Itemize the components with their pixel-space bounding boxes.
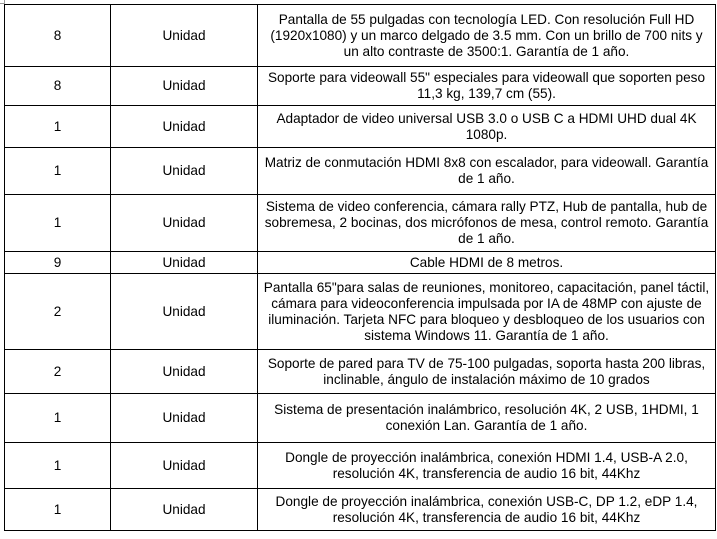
unit-cell[interactable]: Unidad — [111, 443, 258, 489]
description-cell[interactable]: Soporte de pared para TV de 75-100 pulgadas, soporta hasta 200 libras, inclinable, ángulo de instalación máximo de 10 grados — [258, 350, 716, 394]
qty-cell[interactable]: 1 — [5, 443, 111, 489]
table-row — [5, 443, 716, 489]
unit-cell[interactable]: Unidad — [111, 5, 258, 67]
unit-cell[interactable]: Unidad — [111, 67, 258, 106]
spreadsheet — [4, 4, 715, 531]
qty-cell[interactable]: 9 — [5, 252, 111, 274]
unit-cell[interactable]: Unidad — [111, 106, 258, 148]
table-row — [5, 350, 716, 394]
qty-cell[interactable]: 1 — [5, 148, 111, 195]
description-cell[interactable]: Matriz de conmutación HDMI 8x8 con escalador, para videowall. Garantía de 1 año. — [258, 148, 716, 195]
table-row — [5, 5, 716, 67]
table-row — [5, 67, 716, 106]
table-row — [5, 148, 716, 195]
table-row — [5, 489, 716, 531]
unit-cell[interactable]: Unidad — [111, 148, 258, 195]
qty-cell[interactable]: 1 — [5, 195, 111, 252]
table-row — [5, 394, 716, 443]
qty-cell[interactable]: 2 — [5, 274, 111, 350]
description-cell[interactable]: Sistema de video conferencia, cámara rally PTZ, Hub de pantalla, hub de sobremesa, 2 bocinas, dos micrófonos de mesa, control remoto. Garantía de 1 año. — [258, 195, 716, 252]
description-cell[interactable]: Pantalla 65"para salas de reuniones, monitoreo, capacitación, panel táctil, cámara para videoconferencia impulsada por IA de 48MP con ajuste de iluminación. Tarjeta NFC para bloqueo y desbloqueo de los usuarios con sistema Windows 11. Garantía de 1 año. — [258, 274, 716, 350]
table-row — [5, 195, 716, 252]
description-cell[interactable]: Cable HDMI de 8 metros. — [258, 252, 716, 274]
unit-cell[interactable]: Unidad — [111, 489, 258, 531]
qty-cell[interactable]: 8 — [5, 67, 111, 106]
unit-cell[interactable]: Unidad — [111, 274, 258, 350]
qty-cell[interactable]: 1 — [5, 106, 111, 148]
table-row — [5, 106, 716, 148]
qty-cell[interactable]: 2 — [5, 350, 111, 394]
description-cell[interactable]: Dongle de proyección inalámbrica, conexión HDMI 1.4, USB-A 2.0, resolución 4K, transferencia de audio 16 bit, 44Khz — [258, 443, 716, 489]
description-cell[interactable]: Dongle de proyección inalámbrica, conexión USB-C, DP 1.2, eDP 1.4, resolución 4K, transferencia de audio 16 bit, 44Khz — [258, 489, 716, 531]
qty-cell[interactable]: 1 — [5, 394, 111, 443]
qty-cell[interactable]: 8 — [5, 5, 111, 67]
description-cell[interactable]: Pantalla de 55 pulgadas con tecnología LED. Con resolución Full HD (1920x1080) y un marco delgado de 3.5 mm. Con un brillo de 700 nits y un alto contraste de 3500:1. Garantía de 1 año. — [258, 5, 716, 67]
qty-cell[interactable]: 1 — [5, 489, 111, 531]
unit-cell[interactable]: Unidad — [111, 394, 258, 443]
description-cell[interactable]: Soporte para videowall 55" especiales para videowall que soporten peso 11,3 kg, 139,7 cm (55). — [258, 67, 716, 106]
table-row — [5, 252, 716, 274]
items-table — [4, 4, 716, 531]
description-cell[interactable]: Sistema de presentación inalámbrico, resolución 4K, 2 USB, 1HDMI, 1 conexión Lan. Garantía de 1 año. — [258, 394, 716, 443]
description-cell[interactable]: Adaptador de video universal USB 3.0 o USB C a HDMI UHD dual 4K 1080p. — [258, 106, 716, 148]
table-row — [5, 274, 716, 350]
unit-cell[interactable]: Unidad — [111, 252, 258, 274]
unit-cell[interactable]: Unidad — [111, 350, 258, 394]
unit-cell[interactable]: Unidad — [111, 195, 258, 252]
